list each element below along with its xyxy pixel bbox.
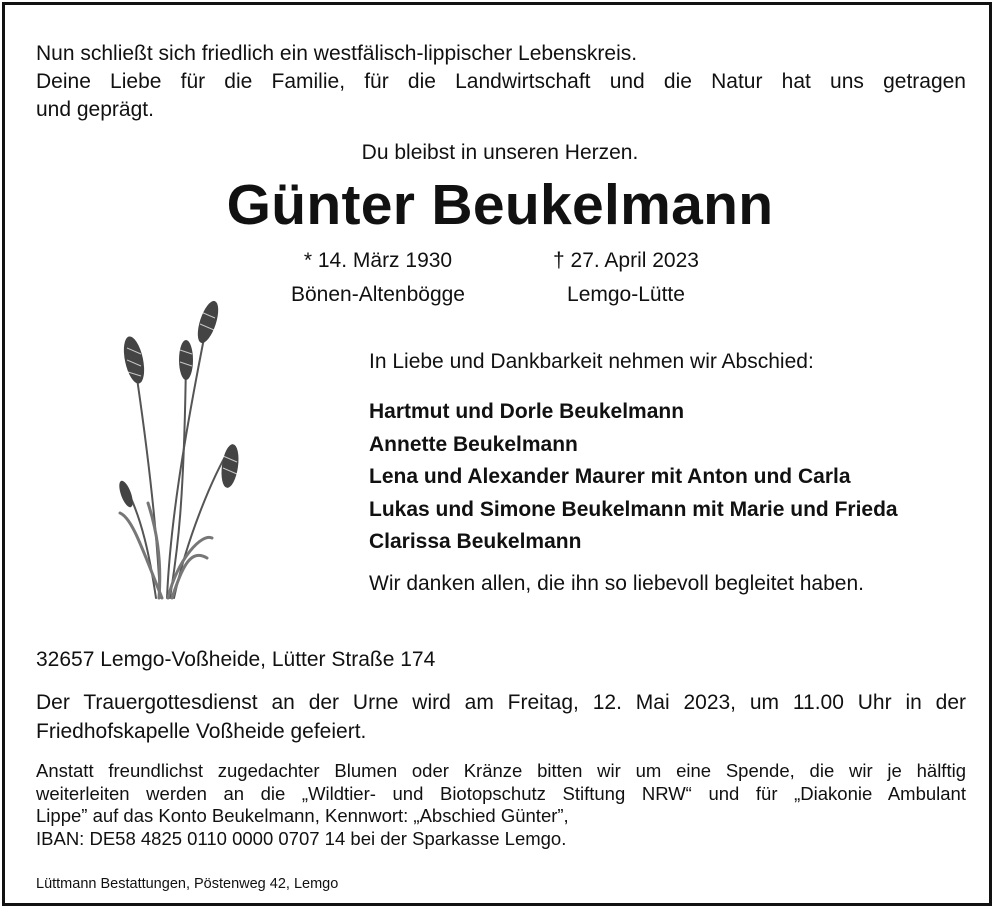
death-date: † 27. April 2023 — [553, 249, 699, 272]
service-line-1: Der Trauergottesdienst an der Urne wird am Freitag, 12. Mai 2023, um 11.00 Uhr in der — [36, 691, 966, 714]
donation-line-2: weiterleiten werden an die „Wildtier- und Biotopschutz Stiftung NRW“ und für „Diakonie Ambulant — [36, 782, 966, 804]
birth-place: Bönen-Altenbögge — [291, 283, 465, 306]
mourner-4: Lukas und Simone Beukelmann mit Marie und Frieda — [369, 497, 898, 521]
mourners-list — [369, 396, 898, 559]
address: 32657 Lemgo-Voßheide, Lütter Straße 174 — [36, 648, 436, 671]
death-info — [496, 244, 756, 312]
service-line-2: Friedhofskapelle Voßheide gefeiert. — [36, 720, 367, 743]
death-place: Lemgo-Lütte — [567, 283, 685, 306]
donation-line-1: Anstatt freundlichst zugedachter Blumen oder Kränze bitten wir um eine Spende, die wir je hälftig — [36, 760, 966, 781]
intro-line-2: Deine Liebe für die Familie, für die Landwirtschaft und die Natur hat uns getragen — [36, 70, 966, 93]
birth-info — [248, 244, 508, 312]
mourner-5: Clarissa Beukelmann — [369, 530, 582, 553]
intro-text — [36, 40, 966, 124]
thanks-text: Wir danken allen, die ihn so liebevoll begleitet haben. — [369, 572, 864, 595]
tagline: Du bleibst in unseren Herzen. — [361, 141, 639, 164]
donation-line-3: Lippe” auf das Konto Beukelmann, Kennwort: „Abschied Günter”, — [36, 805, 569, 826]
intro-line-1: Nun schließt sich friedlich ein westfälisch-lippischer Lebenskreis. — [36, 42, 638, 65]
undertaker-info: Lüttmann Bestattungen, Pöstenweg 42, Lemgo — [36, 876, 339, 892]
funeral-service-text — [36, 688, 966, 746]
donation-line-4: IBAN: DE58 4825 0110 0000 0707 14 bei der Sparkasse Lemgo. — [36, 827, 567, 849]
mourner-2: Annette Beukelmann — [369, 432, 578, 456]
mourner-1: Hartmut und Dorle Beukelmann — [369, 400, 685, 423]
farewell-text: In Liebe und Dankbarkeit nehmen wir Abschied: — [369, 350, 814, 373]
birth-date: * 14. März 1930 — [303, 249, 453, 272]
wheat-ears-icon — [112, 298, 262, 608]
mourner-3: Lena und Alexander Maurer mit Anton und Carla — [369, 465, 851, 488]
donation-text — [36, 760, 966, 850]
intro-line-3: und geprägt. — [36, 98, 154, 121]
deceased-name: Günter Beukelmann — [226, 173, 774, 237]
